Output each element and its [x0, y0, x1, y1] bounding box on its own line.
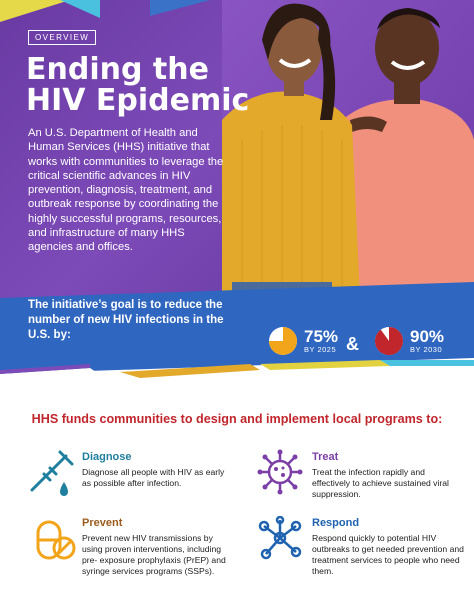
item-text: Treat the infection rapidly and effectively to achieve sustained viral suppression. — [312, 467, 449, 499]
stat-value: 90% — [410, 327, 445, 346]
hero-banner — [0, 0, 474, 298]
section-heading: HHS funds communities to design and implement local programs to: — [31, 412, 443, 426]
item-text: Respond quickly to potential HIV outbreaks to get needed prevention and treatment services to people who need them. — [312, 533, 464, 576]
item-text: Diagnose all people with HIV as early as possible after infection. — [82, 467, 225, 488]
decor-triangle — [60, 0, 100, 18]
item-title: Respond — [312, 517, 360, 529]
stat-2025 — [268, 326, 338, 356]
goal-text: The initiative’s goal is to reduce the number of new HIV infections in the U.S. by: — [28, 299, 224, 341]
decor-stripes — [0, 360, 474, 388]
stat-year: BY 2025 — [304, 345, 337, 354]
syringe-icon — [30, 448, 78, 500]
network-icon — [256, 516, 304, 562]
item-text: Prevent new HIV transmissions by using proven interventions, including pre- exposure prophylaxis (PrEP) and syringe services programs (SSPs). — [82, 533, 226, 576]
title-line: HIV Epidemic — [26, 83, 250, 118]
stat-2030 — [374, 326, 444, 356]
overview-badge: OVERVIEW — [28, 30, 96, 45]
item-title: Treat — [312, 451, 339, 463]
pie-2025-icon — [268, 326, 298, 356]
decor-triangle — [150, 0, 210, 16]
item-title: Prevent — [82, 517, 123, 529]
ampersand: & — [346, 334, 359, 354]
page-title — [26, 54, 256, 116]
intro-paragraph: An U.S. Department of Health and Human Services (HHS) initiative that works with communities to leverage the critical scientific advances in HIV prevention, diagnosis, treatment, and outbreak response by coordinating the highly successful programs, resources, and infrastructure of many HHS agencies and offices. — [28, 127, 224, 254]
virus-icon — [256, 448, 304, 496]
pill-icon — [32, 518, 78, 564]
item-title: Diagnose — [82, 451, 132, 463]
title-line: Ending the — [26, 52, 209, 87]
pie-2030-icon — [374, 326, 404, 356]
list-item-respond — [312, 517, 474, 577]
stat-year: BY 2030 — [410, 345, 443, 354]
stat-value: 75% — [304, 327, 339, 346]
list-item-diagnose — [82, 451, 282, 489]
photo-two-young-people — [222, 0, 474, 298]
list-item-prevent — [82, 517, 282, 577]
list-item-treat — [312, 451, 474, 500]
